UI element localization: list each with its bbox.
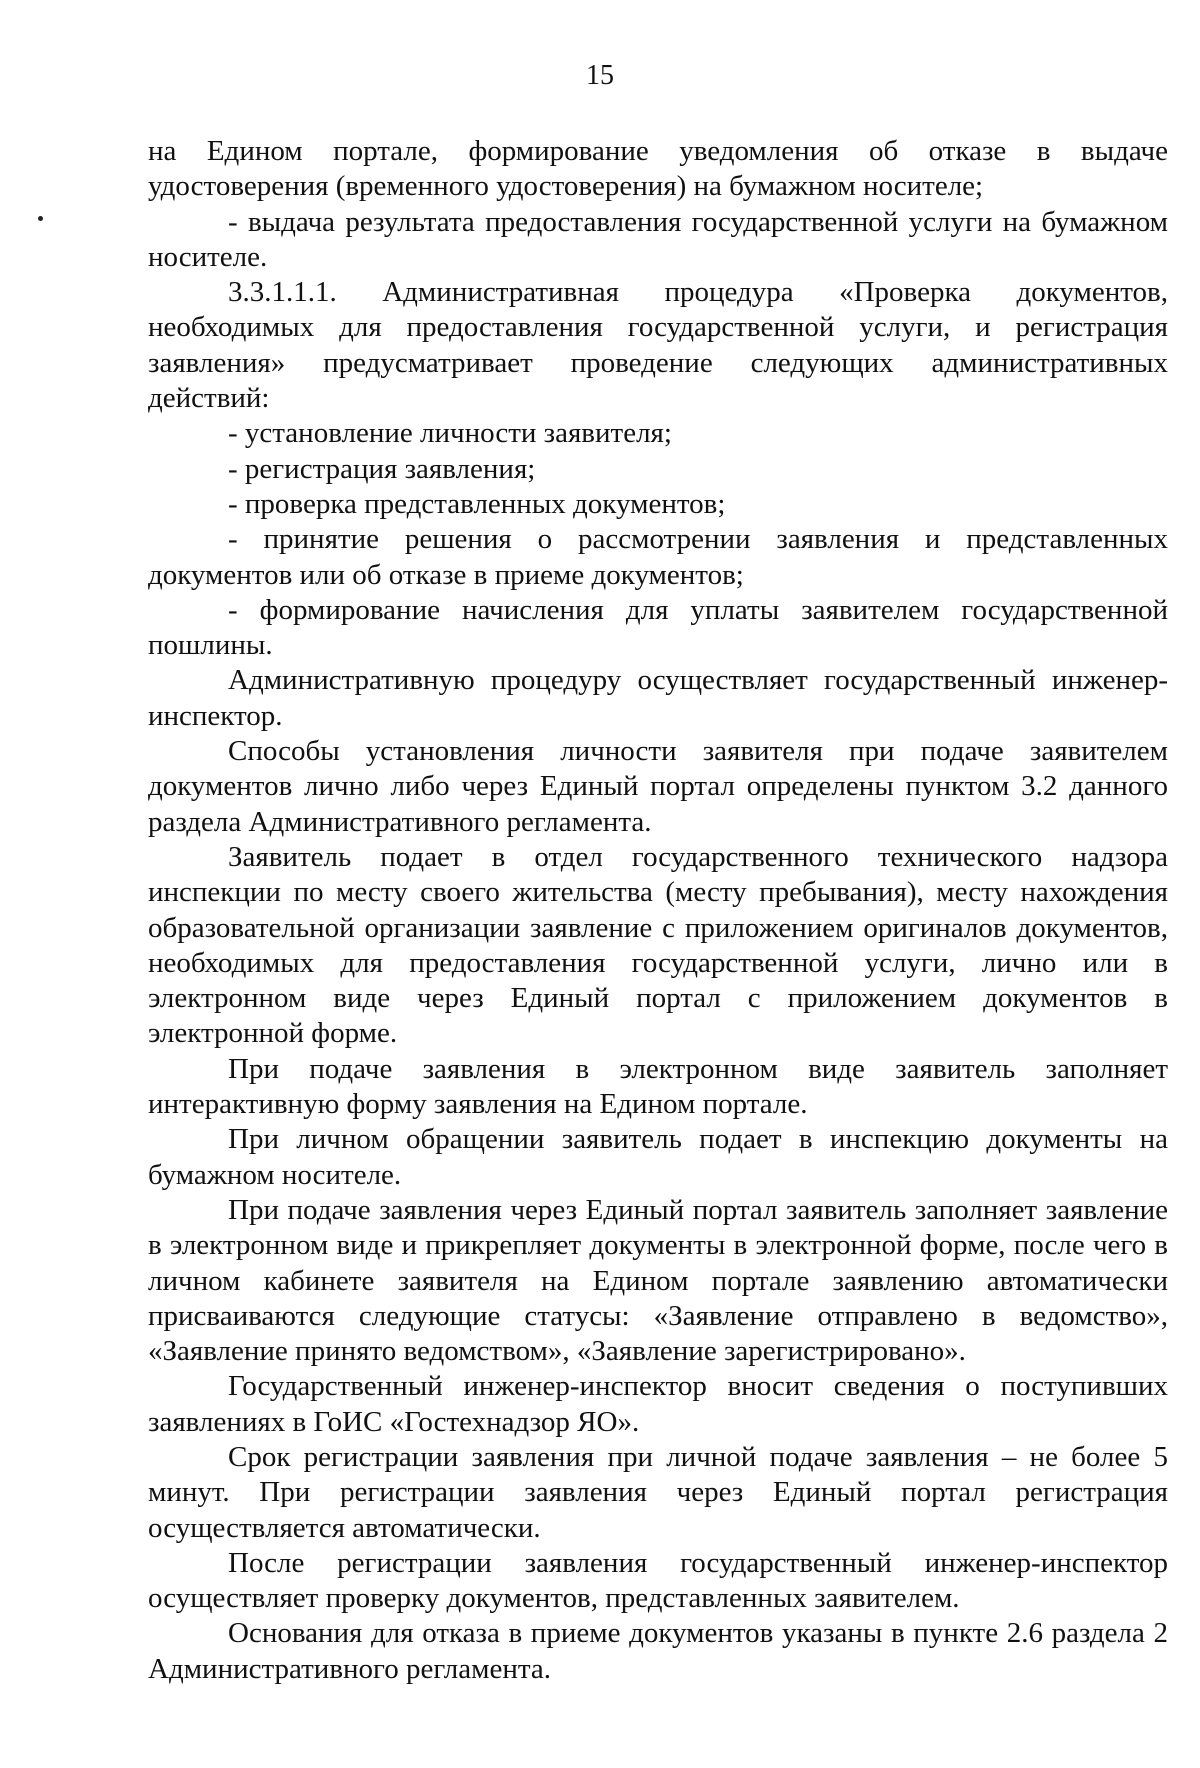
paragraph: После регистрации заявления государственный инженер-инспектор осуществляет проверку документов, представленных заявителем. — [148, 1546, 1168, 1615]
document-body — [148, 134, 1168, 1687]
paragraph: - выдача результата предоставления государственной услуги на бумажном носителе. — [148, 205, 1168, 273]
paragraph: - установление личности заявителя; — [228, 417, 672, 450]
paragraph: При подаче заявления через Единый портал заявитель заполняет заявление в электронном виде и прикрепляет документы в электронной форме, после чего в личном кабинете заявителя на Едином портале заявлению автоматически присваиваются следующие статусы: «Заявление отправлено в ведомство», «Заявление принято ведомством», «Заявление зарегистрировано». — [148, 1193, 1168, 1368]
paragraph: При личном обращении заявитель подает в инспекцию документы на бумажном носителе. — [148, 1123, 1168, 1191]
paragraph: 3.3.1.1.1. Административная процедура «Проверка документов, необходимых для предоставления государственной услуги, и регистрация заявления» предусматривает проведение следующих административных действий: — [148, 276, 1168, 415]
paragraph: на Едином портале, формирование уведомления об отказе в выдаче удостоверения (временного удостоверения) на бумажном носителе; — [148, 135, 1168, 203]
scan-speck — [38, 216, 43, 221]
paragraph: Основания для отказа в приеме документов указаны в пункте 2.6 раздела 2 Административного регламента. — [148, 1617, 1168, 1685]
paragraph: - формирование начисления для уплаты заявителем государственной пошлины. — [148, 593, 1168, 662]
paragraph: - принятие решения о рассмотрении заявления и представленных документов или об отказе в приеме документов; — [148, 523, 1168, 591]
paragraph: Административную процедуру осуществляет государственный инженер-инспектор. — [148, 664, 1168, 732]
paragraph: - проверка представленных документов; — [228, 487, 726, 520]
paragraph: Способы установления личности заявителя при подаче заявителем документов лично либо через Единый портал определены пунктом 3.2 данного раздела Административного регламента. — [148, 735, 1168, 838]
page-number: 15 — [586, 60, 614, 91]
paragraph: При подаче заявления в электронном виде заявитель заполняет интерактивную форму заявления на Едином портале. — [148, 1052, 1168, 1121]
paragraph: Государственный инженер-инспектор вносит сведения о поступивших заявлениях в ГоИС «Гостехнадзор ЯО». — [148, 1370, 1168, 1438]
paragraph: Заявитель подает в отдел государственного технического надзора инспекции по месту своего жительства (месту пребывания), месту нахождения образовательной организации заявление с приложением оригиналов документов, необходимых для предоставления государственной услуги, лично или в электронном виде через Единый портал с приложением документов в электронной форме. — [148, 840, 1168, 1050]
paragraph: Срок регистрации заявления при личной подаче заявления – не более 5 минут. При регистрации заявления через Единый портал регистрация осуществляется автоматически. — [148, 1440, 1168, 1544]
paragraph: - регистрация заявления; — [228, 452, 536, 485]
